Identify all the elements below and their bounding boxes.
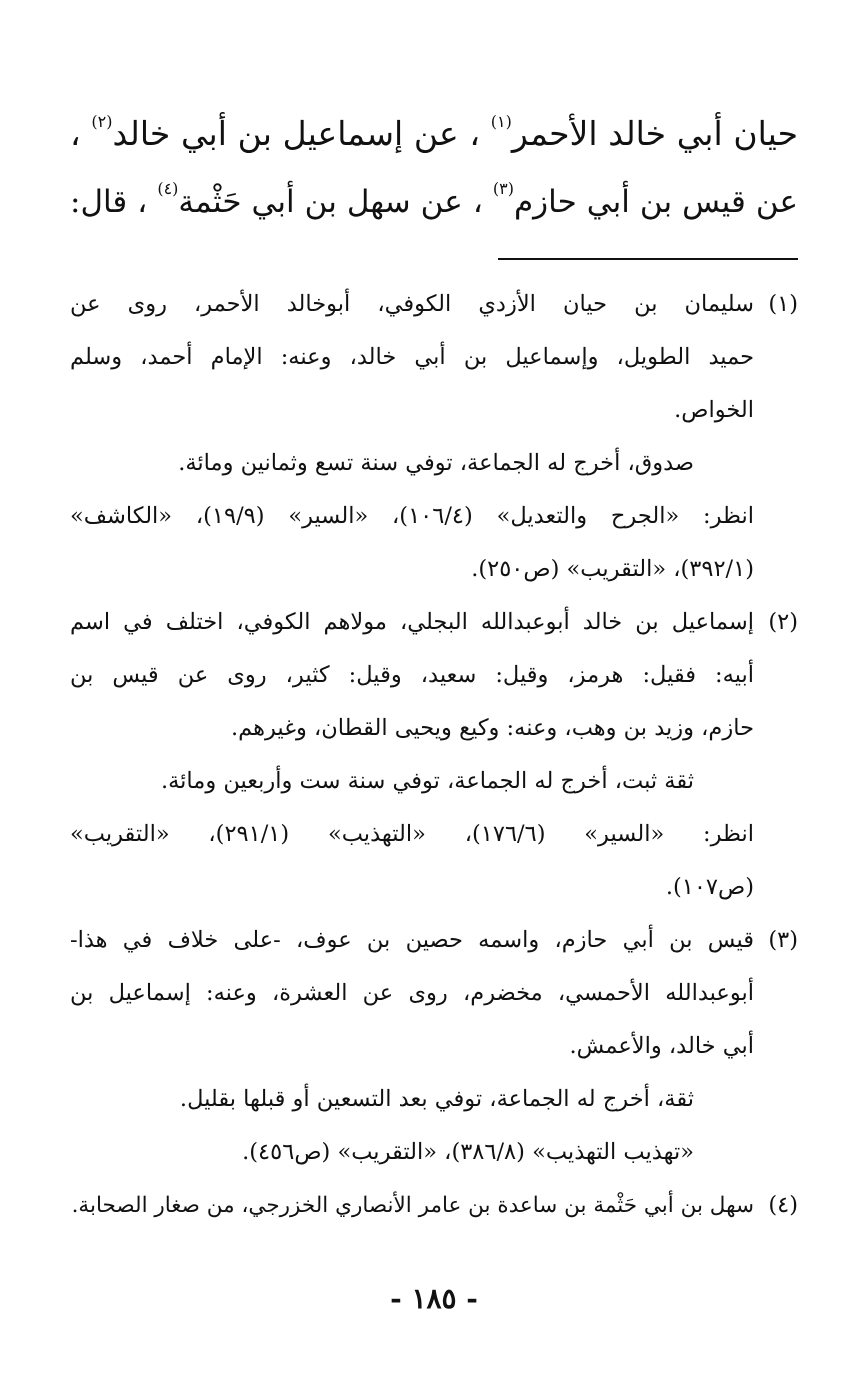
footnote-marker: (١) (490, 112, 512, 131)
main-text-segment: ، عن إسماعيل بن أبي خالد (112, 114, 481, 153)
main-text-segment: ، عن سهل بن أبي حَثْمة (178, 184, 483, 220)
footnote-line: ثقة، أخرج له الجماعة، توفي بعد التسعين أو قبلها بقليل. (179, 1086, 694, 1112)
footnote-number: (٣) (768, 927, 798, 953)
footnote-line: حازم، وزيد بن وهب، وعنه: وكيع ويحيى القطان، وغيرهم. (231, 715, 754, 741)
footnote-line: «تهذيب التهذيب» (٣٨٦/٨)، «التقريب» (ص٤٥٦). (242, 1139, 694, 1165)
footnote-3 (70, 914, 798, 1179)
footnote-line: (ص١٠٧). (665, 874, 754, 900)
footnote-line: صدوق، أخرج له الجماعة، توفي سنة تسع وثمانين ومائة. (178, 450, 694, 476)
book-page (70, 0, 798, 1385)
footnote-number: (٤) (768, 1192, 798, 1218)
main-text (70, 100, 798, 236)
footnote-separator (498, 258, 798, 260)
main-text-segment: حيان أبي خالد الأحمر (511, 114, 799, 153)
footnote-number: (١) (768, 291, 798, 317)
footnote-1 (70, 278, 798, 596)
footnote-line: إسماعيل بن خالد أبوعبدالله البجلي، مولاهم الكوفي، اختلف في اسم (70, 609, 754, 635)
footnote-marker: (٢) (91, 112, 113, 131)
main-text-segment: عن قيس بن أبي حازم (513, 184, 798, 220)
footnotes (70, 278, 798, 1232)
footnote-line: سهل بن أبي حَثْمة بن ساعدة بن عامر الأنصاري الخزرجي، من صغار الصحابة. (71, 1193, 754, 1218)
footnote-line: انظر: «الجرح والتعديل» (١٠٦/٤)، «السير» (١٩/٩)، «الكاشف» (70, 503, 754, 529)
footnote-2 (70, 596, 798, 914)
footnote-line: سليمان بن حيان الأزدي الكوفي، أبوخالد الأحمر، روى عن (70, 291, 754, 317)
page-number: - ١٨٥ - (390, 1282, 478, 1315)
footnote-marker: (٤) (157, 179, 179, 198)
footnote-line: انظر: «السير» (١٧٦/٦)، «التهذيب» (٢٩١/١)، «التقريب» (70, 821, 754, 847)
footnote-line: قيس بن أبي حازم، واسمه حصين بن عوف، -على خلاف في هذا- (70, 927, 754, 953)
footnote-line: الخواص. (674, 397, 754, 423)
footnote-line: حميد الطويل، وإسماعيل بن أبي خالد، وعنه: الإمام أحمد، وسلم (70, 344, 754, 370)
main-text-segment: ، قال: (70, 184, 148, 220)
footnote-line: أبوعبدالله الأحمسي، مخضرم، روى عن العشرة، وعنه: إسماعيل بن (70, 980, 754, 1006)
footnote-line: أبي خالد، والأعمش. (569, 1033, 754, 1059)
footnote-marker: (٣) (492, 179, 514, 198)
main-text-segment: ، (70, 114, 81, 153)
footnote-line: أبيه: فقيل: هرمز، وقيل: سعيد، وقيل: كثير، روى عن قيس بن (70, 662, 754, 688)
footnote-line: ثقة ثبت، أخرج له الجماعة، توفي سنة ست وأربعين ومائة. (160, 768, 694, 794)
footnote-number: (٢) (768, 609, 798, 635)
main-text-line (70, 100, 798, 168)
main-text-line (70, 168, 798, 236)
footnote-4 (70, 1179, 798, 1232)
footnote-line: (٣٩٢/١)، «التقريب» (ص٢٥٠). (471, 556, 754, 582)
